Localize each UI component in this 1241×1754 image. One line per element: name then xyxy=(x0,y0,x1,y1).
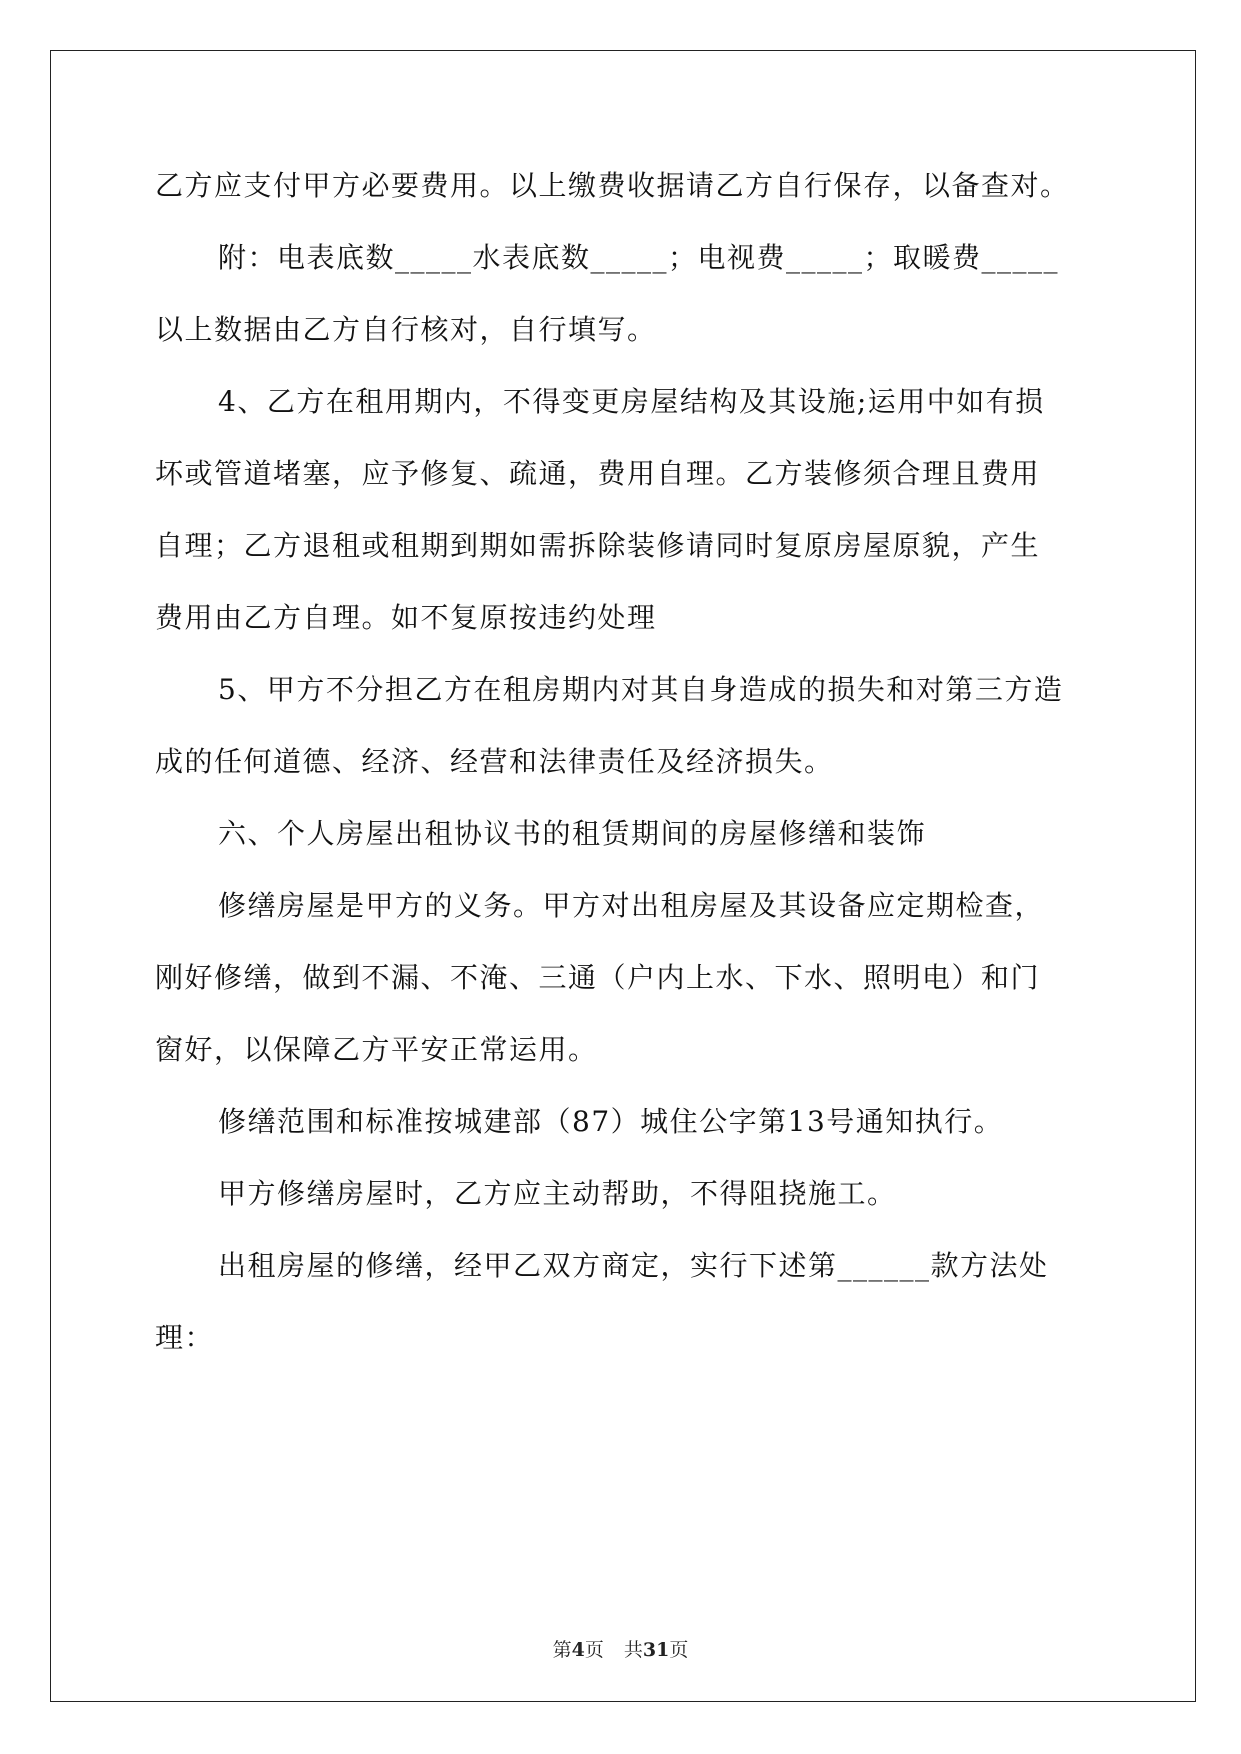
text-line: 修缮房屋是甲方的义务。甲方对出租房屋及其设备应定期检查， xyxy=(218,889,1045,922)
page-footer xyxy=(0,1635,1241,1662)
text-line: 理： xyxy=(155,1321,215,1354)
footer-total-prefix: 共 xyxy=(623,1639,643,1661)
text-line: 附：电表底数_____水表底数_____；电视费_____；取暖费_____ xyxy=(218,241,1060,274)
text-line: 刚好修缮，做到不漏、不淹、三通（户内上水、下水、照明电）和门 xyxy=(155,961,1041,994)
text-line: 以上数据由乙方自行核对，自行填写。 xyxy=(155,313,657,346)
text-line: 窗好，以保障乙方平安正常运用。 xyxy=(155,1033,598,1066)
page-number: 4 xyxy=(571,1639,585,1661)
text-line: 自理；乙方退租或租期到期如需拆除装修请同时复原房屋原貌，产生 xyxy=(155,529,1041,562)
footer-prefix: 第 xyxy=(552,1639,572,1661)
text-line: 4、乙方在租用期内，不得变更房屋结构及其设施;运用中如有损 xyxy=(218,385,1045,418)
total-pages: 31 xyxy=(642,1639,670,1661)
text-line: 费用由乙方自理。如不复原按违约处理 xyxy=(155,601,657,634)
text-line: 坏或管道堵塞，应予修复、疏通，费用自理。乙方装修须合理且费用 xyxy=(155,457,1041,490)
footer-page-unit: 页 xyxy=(584,1639,604,1661)
section-heading: 六、个人房屋出租协议书的租赁期间的房屋修缮和装饰 xyxy=(218,817,927,850)
text-line: 5、甲方不分担乙方在租房期内对其自身造成的损失和对第三方造 xyxy=(218,673,1064,706)
text-line: 甲方修缮房屋时，乙方应主动帮助，不得阻挠施工。 xyxy=(218,1177,897,1210)
text-line: 成的任何道德、经济、经营和法律责任及经济损失。 xyxy=(155,745,834,778)
footer-total-unit: 页 xyxy=(669,1639,689,1661)
page-border xyxy=(50,50,1196,1702)
text-line: 修缮范围和标准按城建部（87）城住公字第13号通知执行。 xyxy=(218,1105,1004,1138)
text-line: 出租房屋的修缮，经甲乙双方商定，实行下述第______款方法处 xyxy=(218,1249,1049,1282)
text-line: 乙方应支付甲方必要费用。以上缴费收据请乙方自行保存，以备查对。 xyxy=(155,169,1070,202)
